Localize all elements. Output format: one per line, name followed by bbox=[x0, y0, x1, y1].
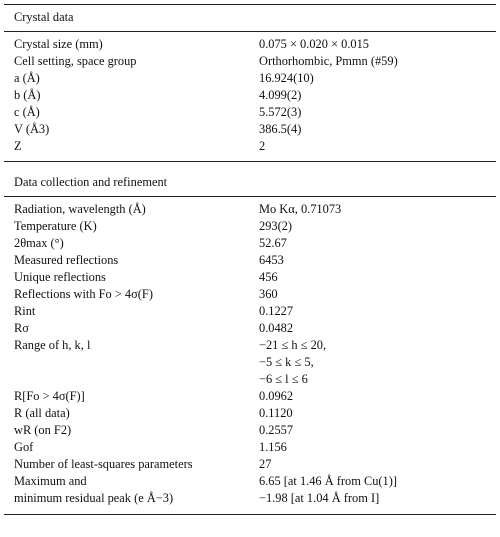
table-row bbox=[0, 287, 500, 304]
row-label: Range of h, k, l bbox=[14, 338, 91, 352]
table-row bbox=[0, 389, 500, 406]
table-row bbox=[0, 219, 500, 236]
row-value: 6.65 [at 1.46 Å from Cu(1)] bbox=[259, 474, 397, 488]
row-value: 360 bbox=[259, 287, 278, 301]
table-row bbox=[0, 270, 500, 287]
row-value: 5.572(3) bbox=[259, 105, 302, 119]
table-row bbox=[0, 355, 500, 372]
section-rule bbox=[4, 31, 496, 32]
row-value: Mo Kα, 0.71073 bbox=[259, 202, 342, 216]
table-row bbox=[0, 71, 500, 88]
table-row bbox=[0, 236, 500, 253]
row-value: 293(2) bbox=[259, 219, 293, 233]
table-row bbox=[0, 321, 500, 338]
row-value: Orthorhombic, Pmmn (#59) bbox=[259, 54, 398, 68]
table-row bbox=[0, 406, 500, 423]
section-rule bbox=[4, 196, 496, 197]
row-label: a (Å) bbox=[14, 71, 40, 85]
section-rule bbox=[4, 161, 496, 162]
table-row bbox=[0, 253, 500, 270]
table-row bbox=[0, 202, 500, 219]
row-value: 386.5(4) bbox=[259, 122, 302, 136]
row-label: Crystal size (mm) bbox=[14, 37, 103, 51]
row-value: 0.1120 bbox=[259, 406, 293, 420]
row-label: wR (on F2) bbox=[14, 423, 72, 437]
row-value: 0.075 × 0.020 × 0.015 bbox=[259, 37, 370, 51]
table-row bbox=[0, 474, 500, 491]
row-value: 0.2557 bbox=[259, 423, 294, 437]
table-row bbox=[0, 440, 500, 457]
row-value: 456 bbox=[259, 270, 278, 284]
table-row bbox=[0, 338, 500, 355]
table-row bbox=[0, 491, 500, 508]
row-label: c (Å) bbox=[14, 105, 40, 119]
table-row bbox=[0, 457, 500, 474]
row-label: R (all data) bbox=[14, 406, 70, 420]
table-row bbox=[0, 139, 500, 156]
row-label: Rσ bbox=[14, 321, 29, 335]
row-label: Rint bbox=[14, 304, 36, 318]
row-label: Z bbox=[14, 139, 22, 153]
row-label: V (Å3) bbox=[14, 122, 50, 136]
table-row bbox=[0, 37, 500, 54]
row-value: 27 bbox=[259, 457, 272, 471]
table-row bbox=[0, 105, 500, 122]
row-value: −5 ≤ k ≤ 5, bbox=[259, 355, 314, 369]
table-row bbox=[0, 372, 500, 389]
row-label: Number of least-squares parameters bbox=[14, 457, 193, 471]
row-value: 0.1227 bbox=[259, 304, 294, 318]
row-value: 0.0962 bbox=[259, 389, 294, 403]
table-row bbox=[0, 88, 500, 105]
table-row bbox=[0, 122, 500, 139]
row-label: Gof bbox=[14, 440, 34, 454]
bottom-rule bbox=[4, 514, 496, 515]
row-value: 52.67 bbox=[259, 236, 287, 250]
row-value: 2 bbox=[259, 139, 266, 153]
row-value: 0.0482 bbox=[259, 321, 294, 335]
row-label: Cell setting, space group bbox=[14, 54, 137, 68]
row-label: 2θmax (°) bbox=[14, 236, 64, 250]
row-label: R[Fo > 4σ(F)] bbox=[14, 389, 85, 403]
row-value: 4.099(2) bbox=[259, 88, 302, 102]
table-row bbox=[0, 304, 500, 321]
table-row bbox=[0, 54, 500, 71]
row-label: Temperature (K) bbox=[14, 219, 97, 233]
row-value: −21 ≤ h ≤ 20, bbox=[259, 338, 327, 352]
row-value: 16.924(10) bbox=[259, 71, 314, 85]
row-value: 6453 bbox=[259, 253, 284, 267]
row-label: Radiation, wavelength (Å) bbox=[14, 202, 146, 216]
row-label: Reflections with Fo > 4σ(F) bbox=[14, 287, 153, 301]
top-rule bbox=[4, 4, 496, 5]
row-label: b (Å) bbox=[14, 88, 41, 102]
row-label: minimum residual peak (e Å−3) bbox=[14, 491, 174, 505]
row-value: −6 ≤ l ≤ 6 bbox=[259, 372, 308, 386]
section-title-crystal-data: Crystal data bbox=[14, 10, 74, 24]
row-label: Measured reflections bbox=[14, 253, 119, 267]
row-value: −1.98 [at 1.04 Å from I] bbox=[259, 491, 380, 505]
section-title-data-collection: Data collection and refinement bbox=[14, 175, 168, 189]
row-label: Maximum and bbox=[14, 474, 87, 488]
table-row bbox=[0, 423, 500, 440]
row-value: 1.156 bbox=[259, 440, 287, 454]
row-label: Unique reflections bbox=[14, 270, 106, 284]
